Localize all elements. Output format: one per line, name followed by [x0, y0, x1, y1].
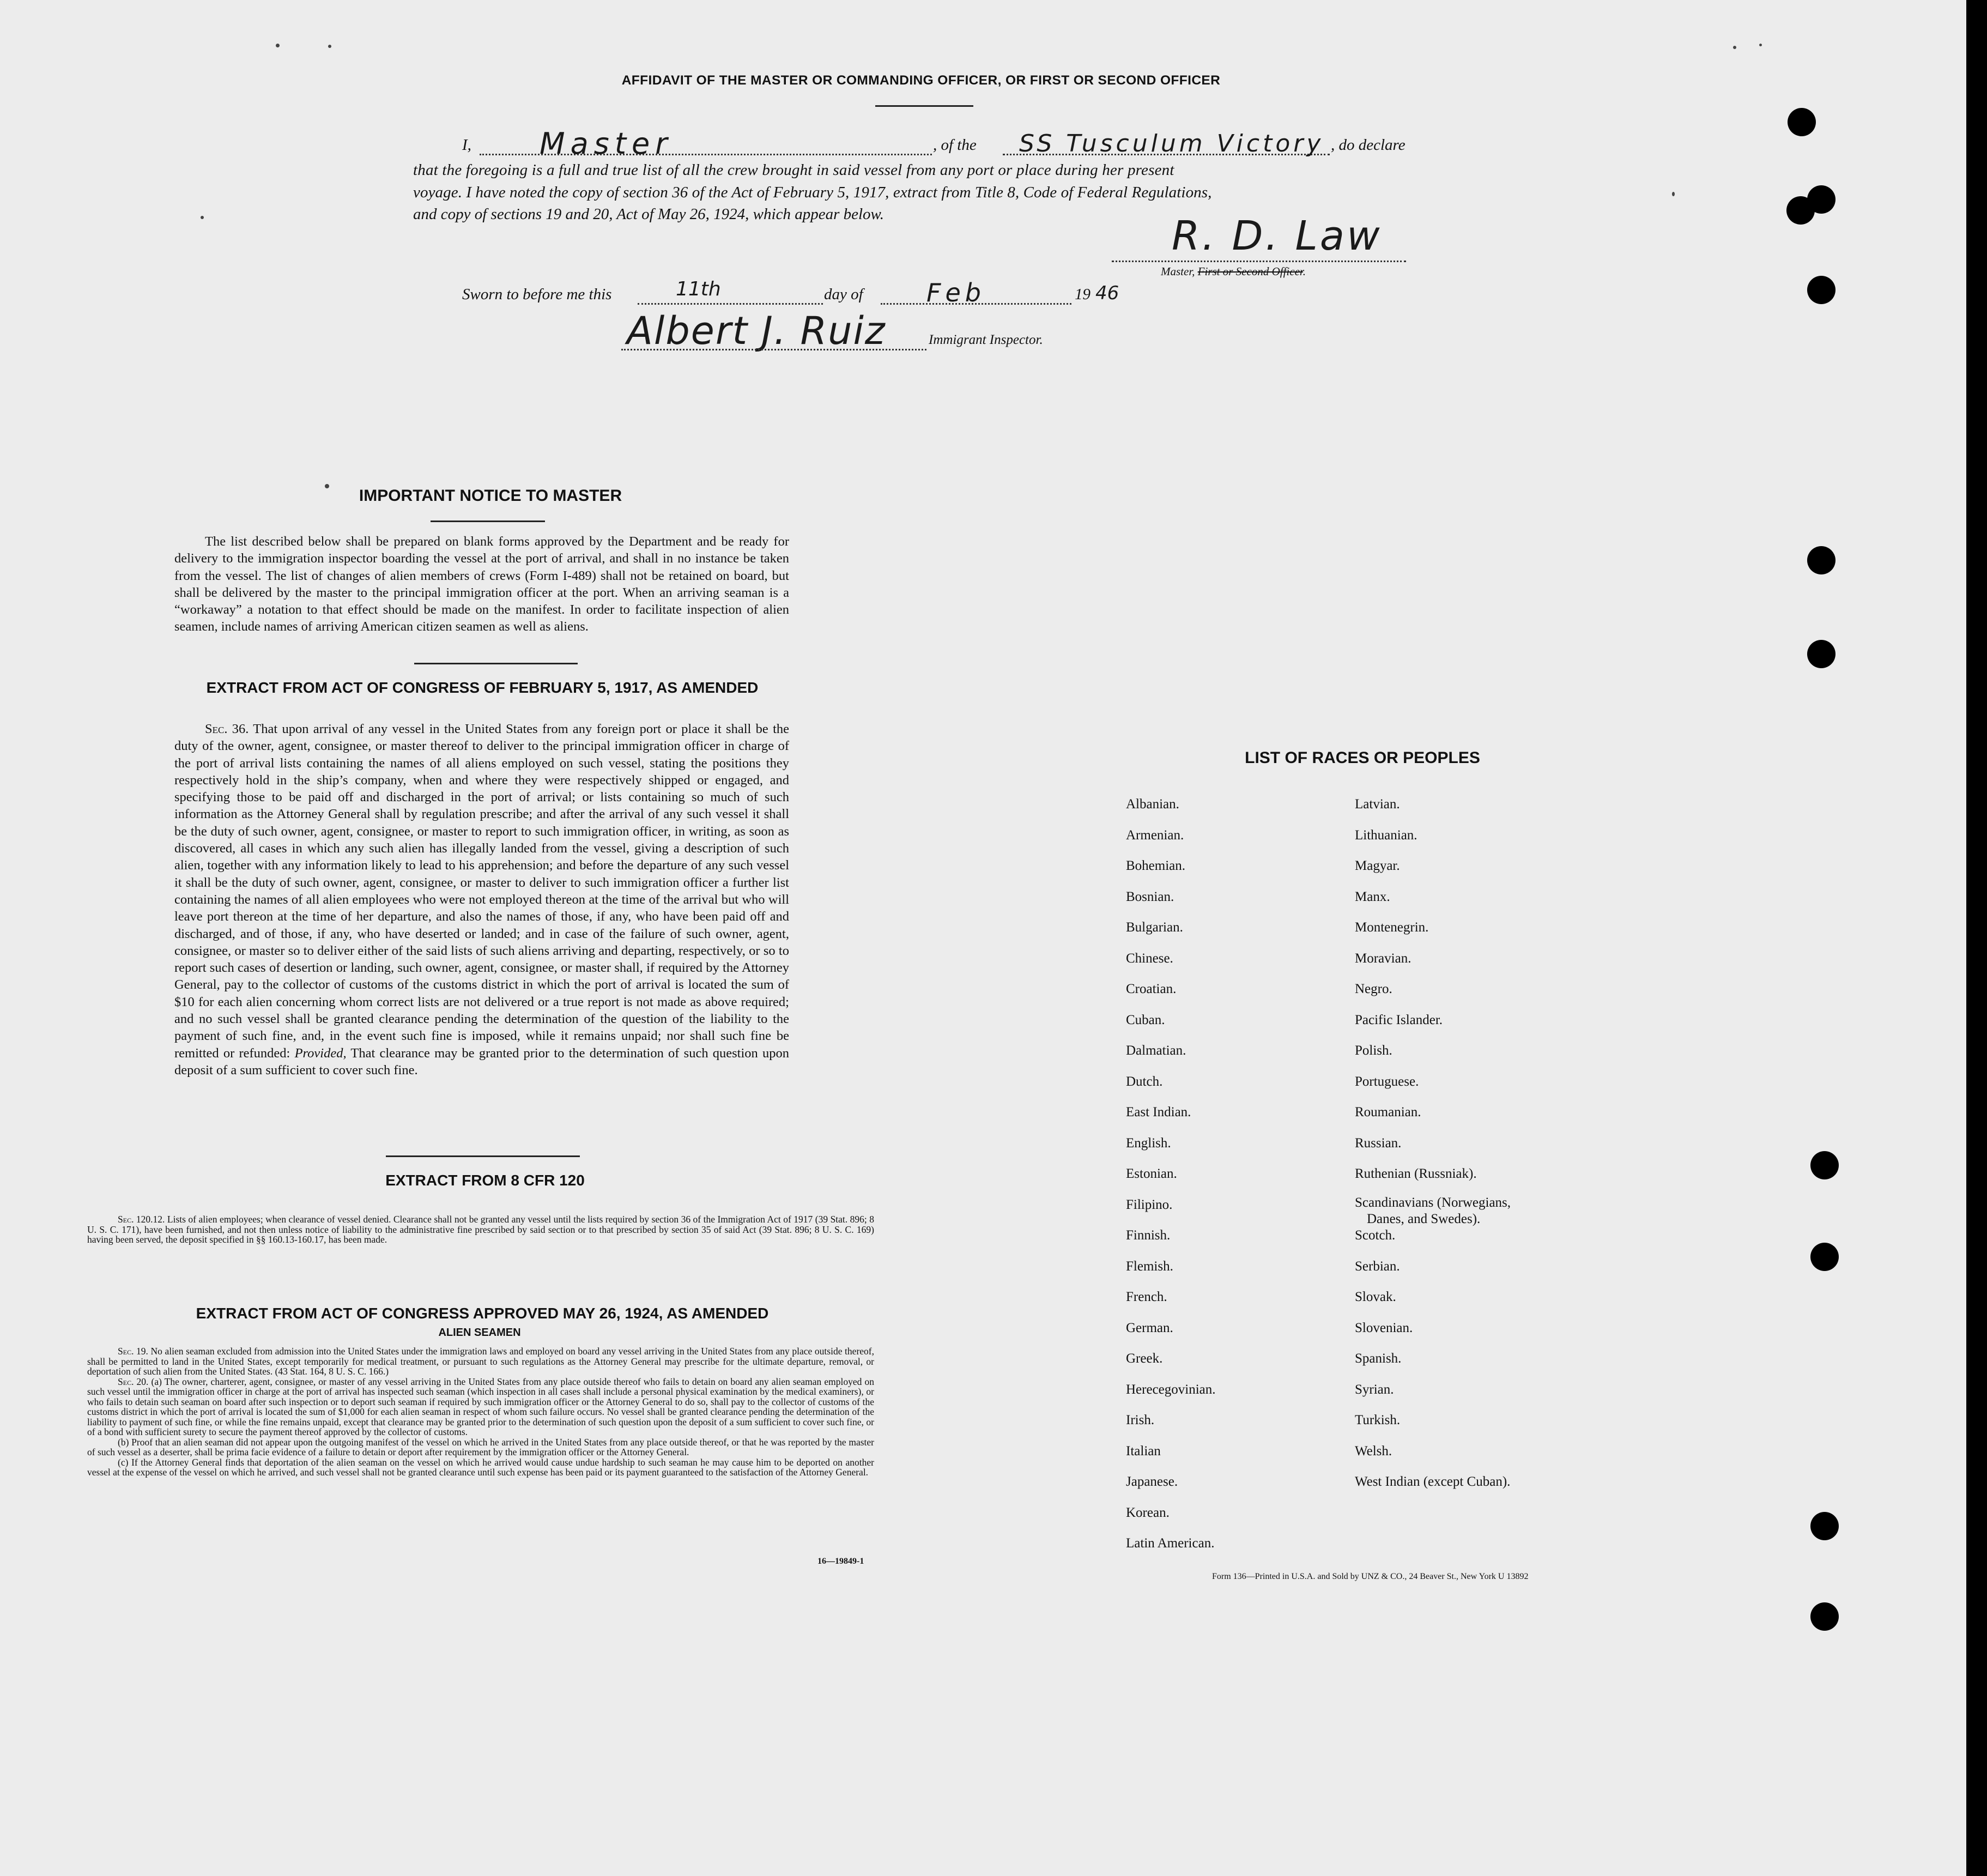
race-item: Armenian. [1126, 827, 1184, 843]
race-item: Serbian. [1355, 1258, 1400, 1274]
affidavit-title-rule [875, 105, 973, 107]
inspector-signature: Albert J. Ruiz [627, 308, 886, 353]
race-item: Filipino. [1126, 1197, 1173, 1212]
race-item: Dutch. [1126, 1074, 1163, 1089]
day-dotline [638, 303, 823, 305]
race-item: Russian. [1355, 1135, 1402, 1151]
race-item: Magyar. [1355, 858, 1400, 873]
extract-1924-body [87, 1346, 874, 1478]
race-item: Finnish. [1126, 1228, 1171, 1243]
race-item: Bulgarian. [1126, 920, 1183, 935]
race-item: Ruthenian (Russniak). [1355, 1166, 1477, 1181]
year-handwriting: 46 [1095, 282, 1119, 304]
races-title: LIST OF RACES OR PEOPLES [1245, 749, 1480, 767]
sec20-label: Sec. 20. [118, 1376, 149, 1387]
affidavit-line-3: voyage. I have noted the copy of section 36 of the Act of February 5, 1917, extract from Title 8, Code of Federal Regulations, [413, 184, 1212, 201]
speck-mark [328, 45, 331, 48]
punch-hole [1807, 640, 1835, 668]
affidavit-i-label: I, [462, 136, 471, 154]
race-item: Lithuanian. [1355, 827, 1417, 843]
race-item: Negro. [1355, 982, 1392, 996]
race-item: Roumanian. [1355, 1105, 1421, 1119]
sec20b-paragraph: (b) Proof that an alien seaman did not appear upon the outgoing manifest of the vessel on which he arrived in the United States from any place outside thereof, or that he was reported by the master of such vessel as a deserter, shall be prima facie evidence of a failure to detain or deport after requirement by the immigration officer or the Attorney General. [87, 1436, 874, 1457]
year-prefix: 19 [1075, 286, 1091, 303]
vessel-name-handwriting: SS Tusculum Victory [1019, 130, 1324, 158]
race-item: English. [1126, 1135, 1171, 1151]
punch-hole [1810, 1602, 1839, 1631]
race-item: West Indian (except Cuban). [1355, 1474, 1511, 1489]
race-item: Estonian. [1126, 1166, 1177, 1181]
speck-mark [276, 44, 280, 47]
race-item: German. [1126, 1320, 1173, 1335]
race-item: Welsh. [1355, 1443, 1392, 1459]
sec20a-paragraph [87, 1377, 874, 1437]
punch-hole [1810, 1512, 1839, 1540]
race-item: Latin American. [1126, 1536, 1215, 1551]
notice-title-rule [431, 521, 545, 522]
race-item: Turkish. [1355, 1413, 1401, 1427]
race-item: Moravian. [1355, 951, 1412, 966]
inspector-label: Immigrant Inspector. [929, 332, 1043, 347]
extract-1924-subtitle: ALIEN SEAMEN [438, 1327, 521, 1339]
race-item: Scandinavians (Norwegians, [1355, 1195, 1511, 1210]
sec20c-paragraph: (c) If the Attorney General finds that deportation of the alien seaman on the vessel on which he arrived would cause undue hardship to such seaman he may cause him to be deported on another vessel at the expense of the vessel on which he arrived, and such vessel shall not be granted clearance until such expense has been paid or its payment guaranteed to the satisfaction of the Attorney General. [87, 1456, 874, 1478]
extract-cfr-body [87, 1214, 874, 1245]
day-handwriting: 11th [676, 278, 721, 300]
race-item: East Indian. [1126, 1105, 1191, 1119]
punch-hole [1807, 276, 1835, 304]
race-item: Croatian. [1126, 982, 1177, 996]
punch-hole [1810, 1151, 1839, 1179]
master-name-handwriting: Master [540, 126, 673, 161]
race-item: Portuguese. [1355, 1074, 1419, 1089]
sec120-label: Sec. 120.12. [118, 1214, 165, 1225]
race-item: Korean. [1126, 1505, 1170, 1520]
inspector-dotline [621, 349, 926, 350]
race-item: Dalmatian. [1126, 1043, 1186, 1058]
race-item: Italian [1126, 1443, 1161, 1459]
race-item: Spanish. [1355, 1351, 1402, 1366]
affidavit-title: AFFIDAVIT OF THE MASTER OR COMMANDING OFFICER, OR FIRST OR SECOND OFFICER [621, 73, 1221, 88]
sec120-text: Lists of alien employees; when clearance of vessel denied. Clearance shall not be granted any vessel until the lists required by section 36 of the Immigration Act of 1917 (39 Stat. 896; 8 U. S. C. 171), have been furnished, and not then unless notice of liability to the administrative fine prescribed by said section or to that prescribed by section 35 of said Act (39 Stat. 896; 8 U. S. C. 169) having been served, the deposit specified in §§ 160.13-160.17, has been made. [87, 1214, 874, 1245]
master-caption-end: . [1303, 265, 1306, 278]
provided-label: Provided, [294, 1045, 347, 1061]
affidavit-line-2: that the foregoing is a full and true list of all the crew brought in said vessel from any port or place during her present [413, 161, 1174, 179]
race-item: Herecegovinian. [1126, 1382, 1216, 1397]
race-item: Chinese. [1126, 951, 1173, 966]
sec36-text-end: That clearance may be granted prior to the determination of such question upon deposit of a sum sufficient to cover such fine. [174, 1045, 790, 1078]
affidavit-line-4: and copy of sections 19 and 20, Act of May 26, 1924, which appear below. [413, 205, 884, 223]
punch-hole [1810, 1243, 1839, 1271]
month-handwriting: Feb [926, 278, 985, 307]
race-item: Slovak. [1355, 1290, 1396, 1304]
extract-1917-title: EXTRACT FROM ACT OF CONGRESS OF FEBRUARY 5, 1917, AS AMENDED [206, 679, 759, 696]
race-item: Greek. [1126, 1351, 1163, 1366]
race-item: Pacific Islander. [1355, 1012, 1443, 1027]
speck-mark [1733, 46, 1736, 49]
extract-1924-title: EXTRACT FROM ACT OF CONGRESS APPROVED MAY 26, 1924, AS AMENDED [196, 1305, 769, 1322]
speck-mark [325, 484, 329, 488]
race-item: Manx. [1355, 889, 1390, 904]
race-item: Polish. [1355, 1043, 1392, 1058]
race-item: Bosnian. [1126, 889, 1174, 904]
speck-mark [1672, 192, 1675, 196]
race-item: Bohemian. [1126, 858, 1186, 873]
master-caption [1161, 265, 1306, 279]
race-item: Slovenian. [1355, 1320, 1413, 1335]
master-signature: R. D. Law [1172, 213, 1382, 259]
race-item: Montenegrin. [1355, 920, 1429, 935]
day-of-label: day of [824, 286, 863, 303]
notice-end-rule [414, 663, 578, 664]
punch-hole [1788, 108, 1816, 136]
sec36-label: Sec. 36. [205, 722, 249, 736]
extract-1917-body [174, 721, 789, 1079]
race-item: Scotch. [1355, 1228, 1396, 1243]
races-footer: Form 136—Printed in U.S.A. and Sold by UNZ & CO., 24 Beaver St., New York U 13892 [1212, 1572, 1529, 1581]
race-item: French. [1126, 1290, 1167, 1304]
punch-hole [1807, 185, 1835, 214]
master-caption-a: Master, [1161, 265, 1195, 278]
race-item: Cuban. [1126, 1012, 1165, 1027]
notice-body: The list described below shall be prepared on blank forms approved by the Department and be ready for delivery to the immigration inspector boarding the vessel at the port of arrival, and shall in no instance be taken from the vessel. The list of changes of alien members of crews (Form I-489) shall not be retained on board, but shall be delivered by the master to the principal immigration officer at the port. When an arriving seaman is a “workaway” a notation to that effect should be made on the manifest. In order to facilitate inspection of alien seamen, include names of arriving American citizen seamen as well as aliens. [174, 534, 789, 634]
sec19-text: No alien seaman excluded from admission into the United States under the immigration laws and employed on board any vessel arriving in the United States from any place outside thereof, shall be permitted to land in the United States, except temporarily for medical treatment, or pursuant to such regulations as the Attorney General may prescribe for the ultimate departure, removal, or deportation of such alien from the United States. (43 Stat. 164, 8 U. S. C. 166.) [87, 1346, 874, 1377]
extract-1917-end-rule [386, 1155, 580, 1157]
race-item: Syrian. [1355, 1382, 1394, 1397]
race-item: Latvian. [1355, 797, 1400, 812]
race-item: Japanese. [1126, 1474, 1178, 1489]
speck-mark [1759, 44, 1762, 46]
sec36-text: That upon arrival of any vessel in the United States from any foreign port or place it shall be the duty of the owner, agent, consignee, or master thereof to deliver to the principal immigration officer in charge of the port of arrival lists containing the names of all aliens employed on such vessel, stating the positions they respectively hold in the ship’s company, when and where they were respectively shipped or engaged, and specifying those to be paid off and discharged in the port of arrival; or lists containing so much of such information as the Attorney General shall by regulation prescribe; and after the arrival of any such vessel it shall be the duty of such owner, agent, consignee, or master to report to such immigration officer, in writing, as soon as discovered, all cases in which any such alien has illegally landed from the vessel, giving a description of such alien, together with any information likely to lead to his apprehension; and before the departure of any such vessel it shall be the duty of such owner, agent, consignee, or master to deliver to such immigration officer a further list containing the names of all alien employees who were not employed thereon at the time of the arrival but who will leave port thereon at the time of her departure, and also the names of those, if any, who have been paid off and discharged, and of those, if any, who have deserted or landed; and in case of the failure of such owner, agent, consignee, or master so to deliver either of the said lists of such aliens arriving and departing, respectively, or so to report such cases of desertion or landing, such owner, agent, consignee, or master shall, if required by the Attorney General, pay to the collector of customs of the customs district in which the port of arrival is located the sum of $10 for each alien concerning whom correct lists are not delivered or a true report is not made as above required; and no such vessel shall be granted clearance pending the determination of the question of the liability to the payment of such fine, and, in the event such fine is imposed, while it remains unpaid; nor shall such fine be remitted or refunded: [174, 722, 789, 1061]
extract-cfr-title: EXTRACT FROM 8 CFR 120 [385, 1172, 585, 1189]
punch-hole [1807, 546, 1835, 574]
sec19-paragraph [87, 1346, 874, 1377]
speck-mark [201, 216, 204, 219]
sworn-label: Sworn to before me this [462, 286, 612, 303]
notice-title: IMPORTANT NOTICE TO MASTER [359, 487, 622, 505]
master-signature-dotline [1112, 261, 1406, 262]
race-item: Albanian. [1126, 797, 1179, 812]
master-caption-struck: First or Second Officer [1197, 265, 1303, 278]
sec20a-text: (a) The owner, charterer, agent, consignee, or master of any vessel arriving in the United States from any place outside thereof who fails to detain on board any alien seaman employed on such vessel until the immigration officer in charge at the port of arrival has inspected such seaman (which inspection in all cases shall include a personal physical examination by the medical examiners), or who fails to detain such seaman on board after such inspection or to deport such seaman if required by such immigration officer or the Attorney General to do so, shall pay to the collector of customs of the customs district in which the port of arrival is located the sum of $1,000 for each alien seaman in respect of whom such failure occurs. No vessel shall be granted clearance pending the determination of the liability to payment of such fine, or while the fine remains unpaid, except that clearance may be granted prior to the determination of such question upon the deposit of a sum sufficient to cover such fine, or of a bond with sufficient surety to secure the payment thereof approved by the collector of customs. [87, 1376, 874, 1437]
sec19-label: Sec. 19. [118, 1346, 148, 1357]
affidavit-of-the-label: , of the [933, 136, 977, 154]
race-item: Irish. [1126, 1413, 1155, 1427]
race-item: Danes, and Swedes). [1367, 1211, 1481, 1226]
form-code: 16—19849-1 [817, 1557, 864, 1566]
affidavit-declare-label: , do declare [1331, 136, 1406, 154]
race-item: Flemish. [1126, 1258, 1173, 1274]
